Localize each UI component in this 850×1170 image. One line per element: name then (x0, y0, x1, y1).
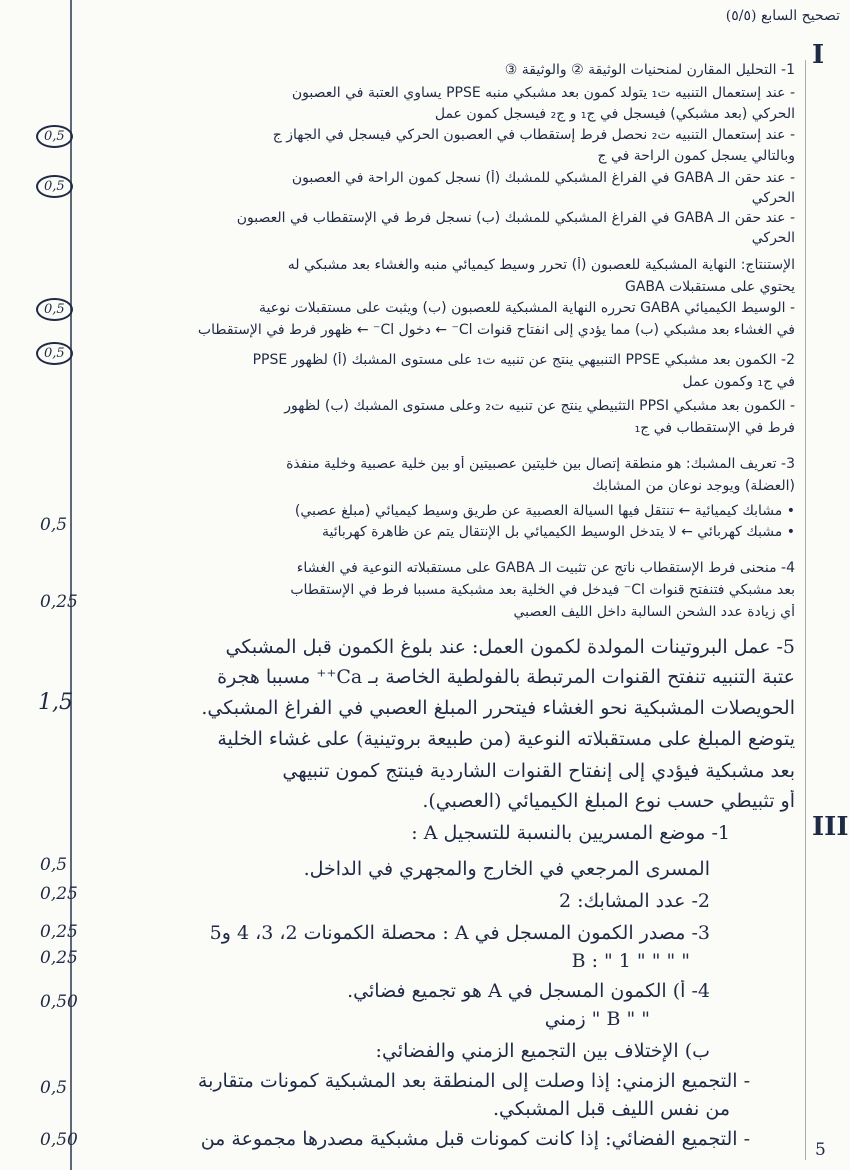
section-numeral-one: I (812, 40, 825, 70)
part2-line: أو تثبيطي حسب نوع المبلغ الكيميائي (العصبي). (422, 790, 795, 812)
grade-mark: 0,5 (40, 855, 68, 875)
part3-line: - التجميع الفضائي: إذا كانت كمونات قبل مشبكية مصدرها مجموعة من (200, 1128, 750, 1150)
part1-line: - عند إستعمال التنبيه ت₁ يتولد كمون بعد مشبكي منبه PPSE يساوي العتبة في العصبون (291, 85, 795, 101)
part1-line: الحركي (751, 190, 795, 206)
grade-mark: 0,25 (40, 948, 78, 968)
grade-mark: 0,25 (40, 592, 78, 612)
part1-line: - الوسيط الكيميائي GABA تحرره النهاية المشبكية للعصبون (ب) ويثبت على مستقبلات نوعية (258, 300, 795, 316)
grade-mark: 0,5 (40, 1078, 68, 1098)
grade-mark: 0,50 (40, 992, 78, 1012)
part3-line: ب) الإختلاف بين التجميع الزمني والفضائي: (375, 1040, 710, 1062)
part2-line: عتبة التنبيه تنفتح القنوات المرتبطة بالفولطية الخاصة بـ Ca⁺⁺ مسببا هجرة (217, 666, 795, 688)
part1-line: • مشابك كيميائية ← تنتقل فيها السيالة العصبية عن طريق وسيط كيميائي (مبلغ عصبي) (294, 503, 795, 519)
part1-line: في ج₁ وكمون عمل (682, 374, 795, 390)
right-margin-rule (805, 60, 806, 1160)
part3-line: - التجميع الزمني: إذا وصلت إلى المنطقة بعد المشبكية كمونات متقاربة (197, 1070, 750, 1092)
grade-mark: 0,5 (36, 175, 73, 198)
part3-line: 1- موضع المسريين بالنسبة للتسجيل A : (411, 822, 730, 844)
part1-line: فرط في الإستقطاب في ج₁ (634, 420, 795, 436)
part3-line: المسرى المرجعي في الخارج والمجهري في الداخل. (303, 858, 710, 880)
part2-line: يتوضع المبلغ على مستقبلاته النوعية (من طبيعة بروتينية) على غشاء الخلية (217, 728, 795, 750)
grade-mark: 0,5 (40, 515, 68, 535)
part1-line: يحتوي على مستقبلات GABA (624, 279, 795, 295)
part1-conclusion: الإستنتاج: النهاية المشبكية للعصبون (أ) تحرر وسيط كيميائي منبه والغشاء بعد مشبكي له (287, 257, 795, 273)
part1-line: 3- تعريف المشبك: هو منطقة إتصال بين خليتين عصبيتين أو بين خلية عصبية وخلية منفذة (286, 456, 795, 472)
part3-line: 4- أ) الكمون المسجل في A هو تجميع فضائي. (347, 980, 710, 1002)
part1-line: 2- الكمون بعد مشبكي PPSE التنبيهي ينتج عن تنبيه ت₁ على مستوى المشبك (أ) لظهور PPSE (252, 352, 795, 368)
section-numeral-three: III (812, 812, 849, 842)
part1-line: • مشبك كهربائي ← لا يتدخل الوسيط الكيميائي بل الإنتقال يتم عن ظاهرة كهربائية (322, 524, 795, 540)
page-continuation-mark: 5 (815, 1140, 826, 1160)
grade-mark: 0,5 (36, 125, 73, 148)
part1-line: الحركي (بعد مشبكي) فيسجل في ج₁ و ج₂ فيسجل كمون عمل (434, 106, 795, 122)
part1-line: في الغشاء بعد مشبكي (ب) مما يؤدي إلى انفتاح قنوات Cl⁻ ← دخول Cl⁻ ← ظهور فرط في الإستقطاب (197, 322, 795, 338)
part1-line: - عند حقن الـ GABA في الفراغ المشبكي للمشبك (ب) نسجل فرط في الإستقطاب في العصبون (236, 210, 795, 226)
grade-mark: 0,50 (40, 1130, 78, 1150)
part2-line: 5- عمل البروتينات المولدة لكمون العمل: عند بلوغ الكمون قبل المشبكي (225, 636, 795, 658)
part1-line: 4- منحنى فرط الإستقطاب ناتج عن تثبيت الـ GABA على مستقبلاته النوعية في الغشاء (296, 560, 795, 576)
grade-mark: 0,25 (40, 884, 78, 904)
part3-line: من نفس الليف قبل المشبكي. (493, 1098, 730, 1120)
part1-line: (العضلة) ويوجد نوعان من المشابك (592, 478, 795, 494)
part1-line: - الكمون بعد مشبكي PPSI التثبيطي ينتج عن تنبيه ت₂ وعلى مستوى المشبك (ب) لظهور (284, 398, 795, 414)
part3-line: " " " " B : " 1 (571, 950, 690, 972)
grade-mark: 0,5 (36, 298, 73, 321)
part1-line: بعد مشبكي فتنفتح قنوات Cl⁻ فيدخل في الخلية بعد مشبكية مسببا فرط في الإستقطاب (290, 582, 795, 598)
part3-line: " " B " زمني (544, 1008, 650, 1030)
page-header: تصحيح السابع (٥/٥) (725, 8, 840, 24)
part2-line: الحويصلات المشبكية نحو الغشاء فيتحرر المبلغ العصبي في الفراغ المشبكي. (201, 697, 795, 719)
grade-mark: 0,25 (40, 922, 78, 942)
part1-line: 1- التحليل المقارن لمنحنيات الوثيقة ② والوثيقة ③ (504, 62, 795, 78)
part1-line: - عند إستعمال التنبيه ت₂ نحصل فرط إستقطاب في العصبون الحركي فيسجل في الجهاز ج (272, 127, 795, 143)
part2-line: بعد مشبكية فيؤدي إلى إنفتاح القنوات الشاردية فينتج كمون تنبيهي (282, 760, 795, 782)
part1-line: - عند حقن الـ GABA في الفراغ المشبكي للمشبك (أ) نسجل كمون الراحة في العصبون (291, 170, 795, 186)
part3-line: 3- مصدر الكمون المسجل في A : محصلة الكمونات 2، 3، 4 و5 (209, 922, 710, 944)
part1-line: وبالتالي يسجل كمون الراحة في ج (597, 148, 795, 164)
part1-line: أي زيادة عدد الشحن السالبة داخل الليف العصبي (513, 604, 795, 620)
part3-line: 2- عدد المشابك: 2 (559, 890, 710, 912)
part1-line: الحركي (751, 230, 795, 246)
grade-mark: 0,5 (36, 342, 73, 365)
grade-mark: 1,5 (38, 690, 73, 715)
